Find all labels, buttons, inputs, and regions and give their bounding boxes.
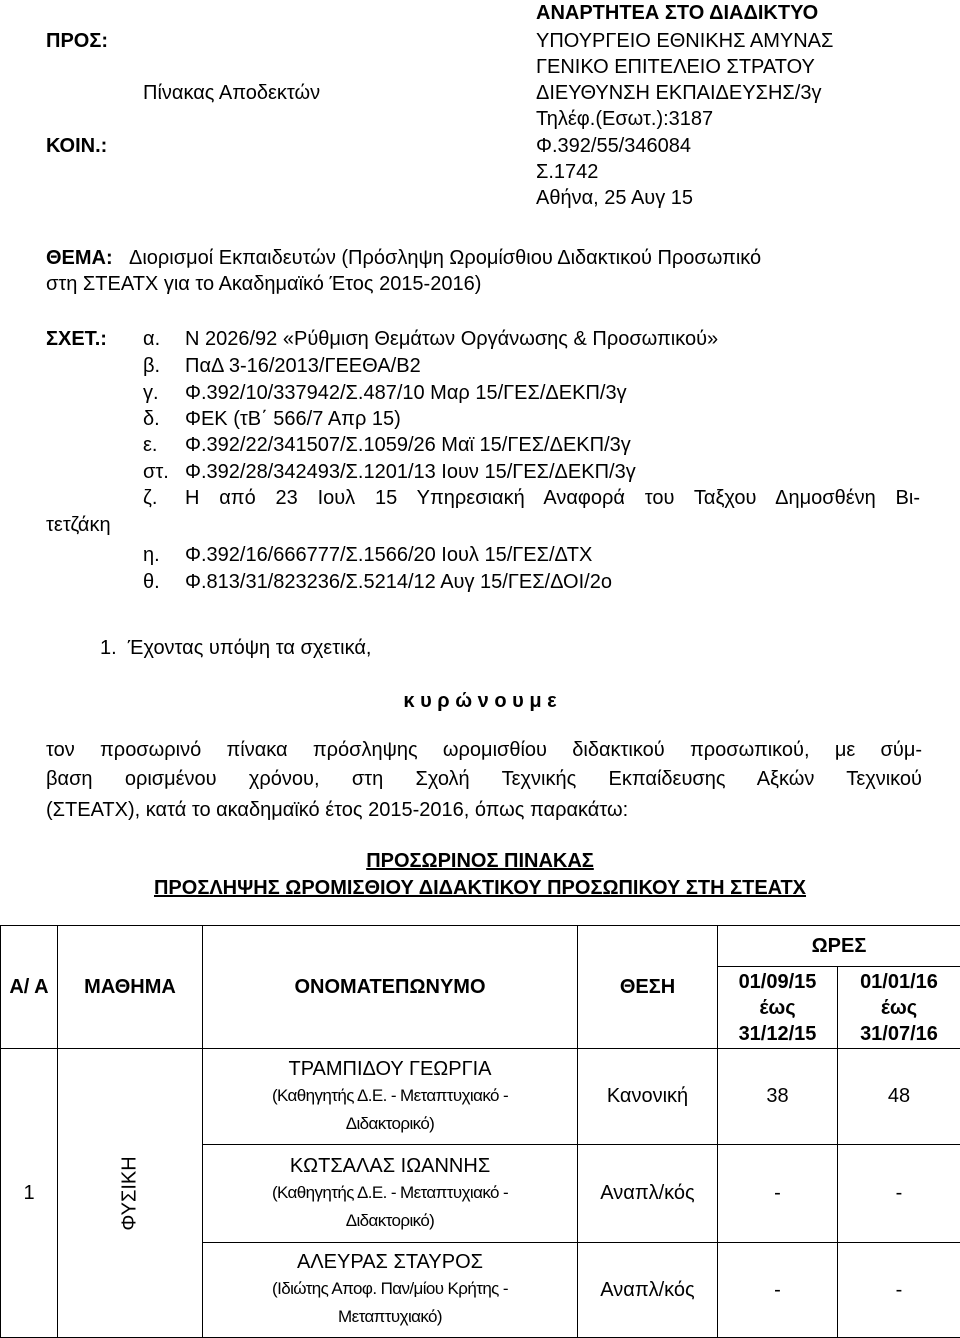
recipients-text: Πίνακας Αποδεκτών	[143, 80, 320, 106]
row-hours-2: -	[838, 1243, 960, 1338]
table-row	[1, 1049, 960, 1145]
reference-letter: η.	[143, 542, 160, 568]
reference-letter: ζ.	[143, 485, 157, 511]
issuer-line: ΓΕΝΙΚΟ ΕΠΙΤΕΛΕΙΟ ΣΤΡΑΤΟΥ	[536, 54, 815, 80]
reference-letter: στ.	[143, 459, 169, 485]
table-subtitle: ΠΡΟΣΛΗΨΗΣ ΩΡΟΜΙΣΘΙΟΥ ΔΙΔΑΚΤΙΚΟΥ ΠΡΟΣΩΠΙΚΟΥ ΣΤΗ ΣΤΕΑΤΧ	[0, 875, 960, 901]
pros-label: ΠΡΟΣ:	[46, 28, 108, 54]
row-name-cell	[203, 1049, 578, 1145]
header-name: ΟΝΟΜΑΤΕΠΩΝΥΜΟ	[203, 926, 578, 1049]
reference-text: Φ.392/22/341507/Σ.1059/26 Μαϊ 15/ΓΕΣ/ΔΕΚΠ/3γ	[185, 432, 631, 458]
posted-notice: ΑΝΑΡΤΗΤΕΑ ΣΤΟ ΔΙΑΔΙΚΤΥΟ	[536, 0, 818, 26]
row-hours-2: -	[838, 1145, 960, 1243]
teacher-name: ΤΡΑΜΠΙΔΟΥ ΓΕΩΡΓΙΑ	[203, 1056, 577, 1082]
row-hours-1: 38	[718, 1049, 838, 1145]
point-one: 1. Έχοντας υπόψη τα σχετικά,	[100, 635, 371, 661]
teacher-detail: (Ιδιώτης Αποφ. Παν/μίου Κρήτης -	[203, 1275, 577, 1303]
row-aa: 1	[1, 1049, 58, 1338]
reference-text: ΠαΔ 3-16/2013/ΓΕΕΘΑ/Β2	[185, 353, 421, 379]
issuer-line: ΔΙΕΥΘΥΝΣΗ ΕΚΠΑΙΔΕΥΣΗΣ/3γ	[536, 80, 821, 106]
reference-text: Ν 2026/92 «Ρύθμιση Θεμάτων Οργάνωσης & Προσωπικού»	[185, 326, 718, 352]
reference-letter: γ.	[143, 380, 159, 406]
header-subject: ΜΑΘΗΜΑ	[58, 926, 203, 1049]
row-name-cell	[203, 1243, 578, 1338]
references-label: ΣΧΕΤ.:	[46, 326, 107, 352]
teacher-detail: Διδακτορικό)	[203, 1110, 577, 1138]
row-position: Αναπλ/κός	[578, 1243, 718, 1338]
reference-text: Φ.392/16/666777/Σ.1566/20 Ιουλ 15/ΓΕΣ/ΔΤΧ	[185, 542, 592, 568]
teacher-detail: Μεταπτυχιακό)	[203, 1303, 577, 1331]
paragraph-line: τον προσωρινό πίνακα πρόσληψης ωρομισθίου διδακτικού προσωπικού, με σύμ-	[46, 735, 922, 765]
reference-letter: δ.	[143, 406, 160, 432]
row-name-cell	[203, 1145, 578, 1243]
table-title: ΠΡΟΣΩΡΙΝΟΣ ΠΙΝΑΚΑΣ	[0, 848, 960, 874]
reference-text: Η από 23 Ιουλ 15 Υπηρεσιακή Αναφορά του Ταξχου Δημοσθένη Βι-	[185, 485, 920, 511]
subject-line-2: στη ΣΤΕΑΤΧ για το Ακαδημαϊκό Έτος 2015-2016)	[46, 271, 481, 297]
teacher-detail: (Καθηγητής Δ.Ε. - Μεταπτυχιακό -	[203, 1179, 577, 1207]
row-hours-1: -	[718, 1243, 838, 1338]
reference-letter: ε.	[143, 432, 157, 458]
subject-label: ΘΕΜΑ:	[46, 245, 113, 271]
header-hours: ΩΡΕΣ	[718, 926, 960, 967]
reference-text: Φ.813/31/823236/Σ.5214/12 Αυγ 15/ΓΕΣ/ΔΟΙ/2ο	[185, 569, 612, 595]
hiring-table	[0, 925, 960, 1338]
file-number: Φ.392/55/346084	[536, 133, 691, 159]
reference-continuation: τετζάκη	[46, 512, 111, 538]
paragraph-line: βαση ορισμένου χρόνου, στη Σχολή Τεχνικής Εκπαίδευσης Αξκών Τεχνικού	[46, 764, 922, 794]
date-line: Αθήνα, 25 Αυγ 15	[536, 185, 693, 211]
header-position: ΘΕΣΗ	[578, 926, 718, 1049]
row-subject: ΦΥΣΙΚΗ	[58, 1049, 203, 1338]
teacher-name: ΚΩΤΣΑΛΑΣ ΙΩΑΝΝΗΣ	[203, 1153, 577, 1179]
row-position: Κανονική	[578, 1049, 718, 1145]
issuer-line: Τηλέφ.(Εσωτ.):3187	[536, 106, 713, 132]
header-period-2: 01/01/16 έως 31/07/16	[838, 967, 960, 1049]
serial-number: Σ.1742	[536, 159, 598, 185]
header-aa: Α/ Α	[1, 926, 58, 1049]
row-hours-1: -	[718, 1145, 838, 1243]
subject-line-1: Διορισμοί Εκπαιδευτών (Πρόσληψη Ωρομίσθιου Διδακτικού Προσωπικό	[129, 245, 761, 271]
teacher-name: ΑΛΕΥΡΑΣ ΣΤΑΥΡΟΣ	[203, 1249, 577, 1275]
row-hours-2: 48	[838, 1049, 960, 1145]
reference-text: Φ.392/10/337942/Σ.487/10 Μαρ 15/ΓΕΣ/ΔΕΚΠ/3γ	[185, 380, 627, 406]
decree-word: κ υ ρ ώ ν ο υ μ ε	[0, 688, 960, 714]
teacher-detail: Διδακτορικό)	[203, 1207, 577, 1235]
teacher-detail: (Καθηγητής Δ.Ε. - Μεταπτυχιακό -	[203, 1082, 577, 1110]
reference-letter: β.	[143, 353, 160, 379]
reference-text: ΦΕΚ (τΒ΄ 566/7 Απρ 15)	[185, 406, 401, 432]
reference-text: Φ.392/28/342493/Σ.1201/13 Ιουν 15/ΓΕΣ/ΔΕΚΠ/3γ	[185, 459, 636, 485]
paragraph-line: (ΣΤΕΑΤΧ), κατά το ακαδημαϊκό έτος 2015-2016, όπως παρακάτω:	[46, 797, 628, 823]
row-position: Αναπλ/κός	[578, 1145, 718, 1243]
header-period-1: 01/09/15 έως 31/12/15	[718, 967, 838, 1049]
reference-letter: θ.	[143, 569, 160, 595]
reference-letter: α.	[143, 326, 160, 352]
issuer-line: ΥΠΟΥΡΓΕΙΟ ΕΘΝΙΚΗΣ ΑΜΥΝΑΣ	[536, 28, 833, 54]
koin-label: ΚΟΙΝ.:	[46, 133, 107, 159]
